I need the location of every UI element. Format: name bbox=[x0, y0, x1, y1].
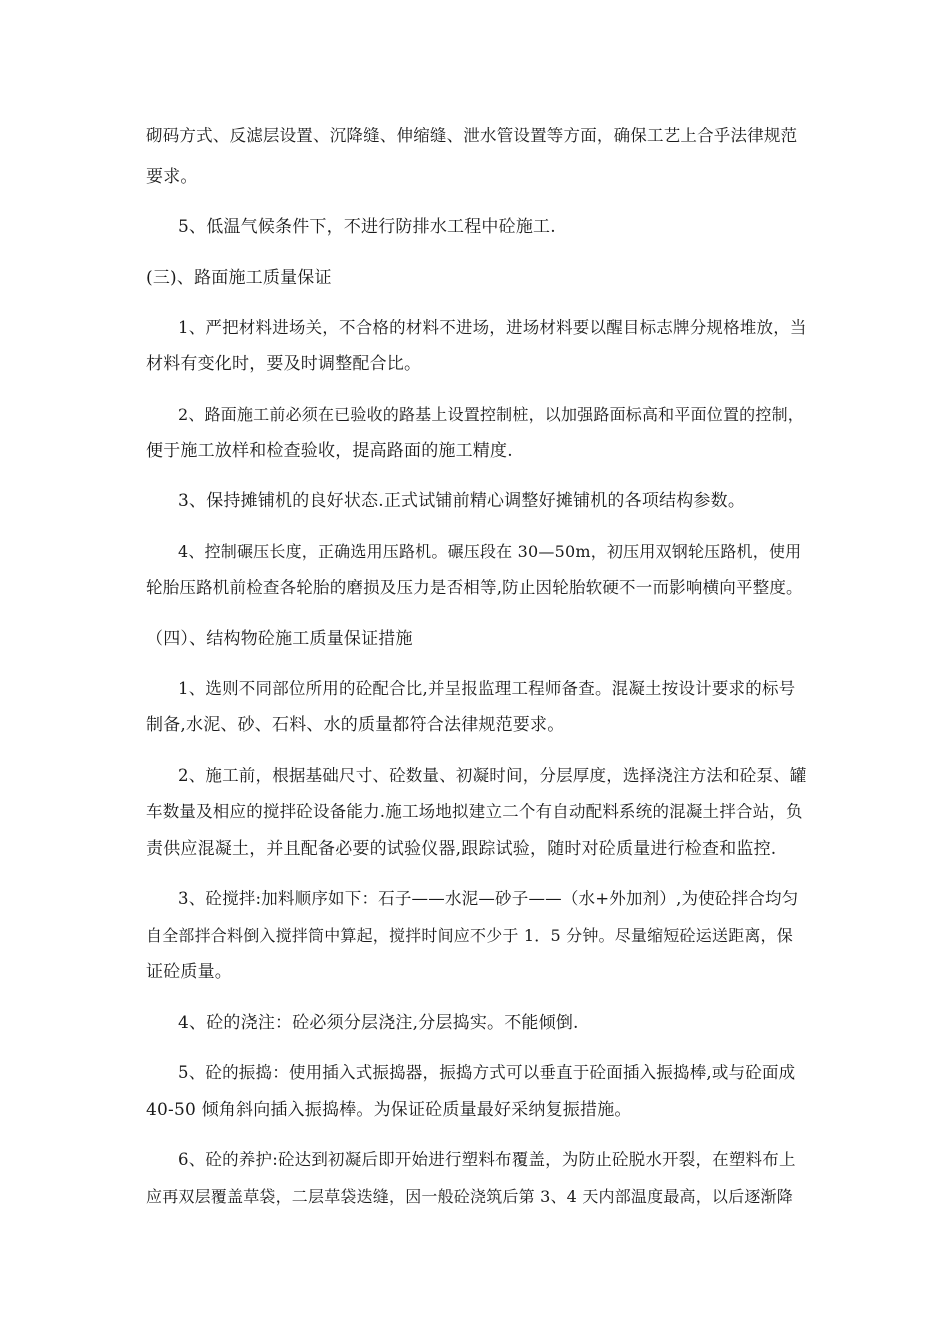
text-line: 车数量及相应的搅拌砼设备能力.施工场地拟建立二个有自动配料系统的混凝土拌合站，负 bbox=[146, 802, 803, 821]
text-line: 砌码方式、反滤层设置、沉降缝、伸缩缝、泄水管设置等方面，确保工艺上合乎法律规范 bbox=[146, 126, 798, 145]
text-line: 便于施工放样和检查验收，提高路面的施工精度. bbox=[146, 441, 513, 461]
text-line: 制备,水泥、砂、石料、水的质量都符合法律规范要求。 bbox=[146, 715, 565, 735]
text-line: 2、施工前，根据基础尺寸、砼数量、初凝时间，分层厚度，选择浇注方法和砼泵、罐 bbox=[178, 766, 807, 785]
text-line: 6、砼的养护:砼达到初凝后即开始进行塑料布覆盖，为防止砼脱水开裂，在塑料布上 bbox=[178, 1150, 796, 1169]
text-line: 5、砼的振捣：使用插入式振捣器，振捣方式可以垂直于砼面插入振捣棒,或与砼面成 bbox=[178, 1063, 796, 1082]
text-line: 责供应混凝土，并且配备必要的试验仪器,跟踪试验，随时对砼质量进行检查和监控. bbox=[146, 839, 777, 859]
text-line: 轮胎压路机前检查各轮胎的磨损及压力是否相等,防止因轮胎软硬不一而影响横向平整度。 bbox=[146, 578, 803, 597]
section-heading: （四）、结构物砼施工质量保证措施 bbox=[146, 629, 413, 649]
text-line: 2、路面施工前必须在已验收的路基上设置控制桩，以加强路面标高和平面位置的控制， bbox=[178, 405, 804, 424]
text-line: 自全部拌合料倒入搅拌筒中算起，搅拌时间应不少于 1．5 分钟。尽量缩短砼运送距离，保 bbox=[146, 926, 793, 945]
text-line: 40-50 倾角斜向插入振捣棒。为保证砼质量最好采纳复振措施。 bbox=[146, 1100, 632, 1120]
text-line: 证砼质量。 bbox=[146, 962, 232, 982]
text-line: 要求。 bbox=[146, 167, 198, 187]
text-line: 4、砼的浇注：砼必须分层浇注,分层捣实。不能倾倒. bbox=[178, 1013, 579, 1033]
section-heading: (三)、路面施工质量保证 bbox=[146, 268, 332, 288]
text-line: 应再双层覆盖草袋，二层草袋迭缝，因一般砼浇筑后第 3、4 天内部温度最高，以后逐渐降 bbox=[146, 1187, 793, 1206]
text-line: 5、低温气候条件下，不进行防排水工程中砼施工. bbox=[178, 217, 556, 237]
text-line: 材料有变化时，要及时调整配合比。 bbox=[146, 354, 422, 374]
text-line: 1、选则不同部位所用的砼配合比,并呈报监理工程师备查。混凝土按设计要求的标号 bbox=[178, 679, 796, 698]
text-line: 3、砼搅拌:加料顺序如下：石子——水泥—砂子——（水+外加剂）,为使砼拌合均匀 bbox=[178, 889, 799, 908]
text-line: 1、严把材料进场关，不合格的材料不进场，进场材料要以醒目标志牌分规格堆放，当 bbox=[178, 318, 807, 337]
text-line: 4、控制碾压长度，正确选用压路机。碾压段在 30—50m，初压用双钢轮压路机，使用 bbox=[178, 542, 802, 561]
text-line: 3、保持摊铺机的良好状态.正式试铺前精心调整好摊铺机的各项结构参数。 bbox=[178, 491, 746, 511]
